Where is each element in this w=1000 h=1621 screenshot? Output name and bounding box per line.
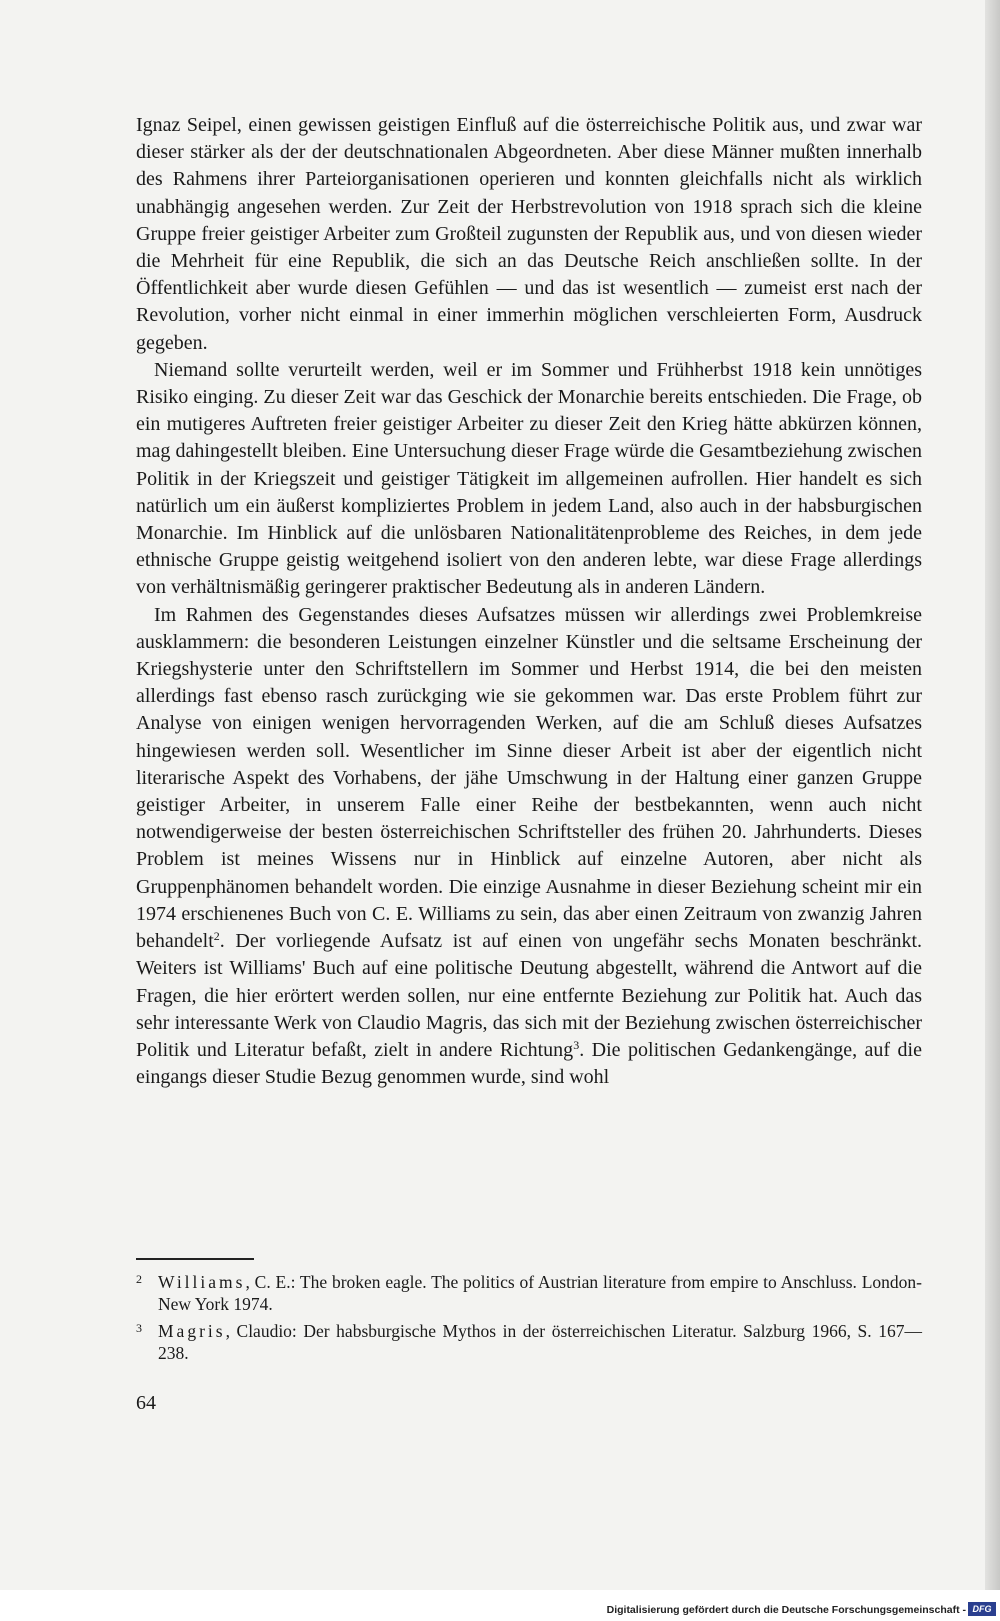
dfg-logo: DFG — [968, 1602, 996, 1616]
footnote — [136, 1317, 922, 1364]
footnote — [136, 1268, 922, 1315]
footnote-separator — [136, 1258, 254, 1260]
footnote-reference: 3 — [573, 1037, 580, 1052]
page-number: 64 — [136, 1392, 156, 1414]
footnotes — [136, 1268, 922, 1366]
paragraph — [136, 602, 922, 1092]
footnote-reference: 2 — [213, 929, 220, 944]
footnote-author: Williams — [158, 1272, 246, 1292]
body-text — [136, 112, 922, 1091]
digitization-credit: Digitalisierung gefördert durch die Deutsche Forschungsgemeinschaft - — [606, 1604, 966, 1616]
paragraph-text: . Der vorliegende Aufsatz ist auf einen von ungefähr sechs Monaten beschränkt. Weiters ist Williams' Buch auf eine politische Deutung abgestellt, während die Antwort auf die Fragen, die hier erörtert werden sollen, nur eine entfernte Beziehung zur Politik hat. Auch das sehr interessante Werk von Claudio Magris, das sich mit der Beziehung zwischen österreichischer Politik und Literatur befaßt, zielt in andere Richtung — [136, 930, 922, 1061]
paragraph: Ignaz Seipel, einen gewissen geistigen Einfluß auf die österreichische Politik aus, und zwar war dieser stärker als der der deutschnationalen Abgeordneten. Aber diese Männer mußten innerhalb des Rahmens ihrer Parteiorganisationen operieren und konnten gleichfalls nicht als wirklich unabhängig angesehen werden. Zur Zeit der Herbstrevolution von 1918 sprach sich die kleine Gruppe freier geistiger Arbeiter zum Großteil zugunsten der Republik aus, und von diesen wieder die Mehrheit für eine Republik, die sich an das Deutsche Reich anschließen sollte. In der Öffentlichkeit aber wurde diesen Gefühlen — und das ist wesentlich — zumeist erst nach der Revolution, vorher nicht einmal in einer immerhin möglichen verschleierten Form, Ausdruck gegeben. — [136, 114, 922, 354]
paragraph: Niemand sollte verurteilt werden, weil er im Sommer und Frühherbst 1918 kein unnötiges Risiko einging. Zu dieser Zeit war das Geschick der Monarchie bereits entschieden. Die Frage, ob ein mutigeres Auftreten freier geistiger Arbeiter zu dieser Zeit den Krieg hätte abkürzen können, mag dahingestellt bleiben. Eine Untersuchung dieser Frage würde die Gesamtbeziehung zwischen Politik in der Kriegszeit und geistiger Tätigkeit im allgemeinen aufrollen. Hier handelt es sich natürlich um ein äußerst kompliziertes Problem in jedem Land, also auch in der habsburgischen Monarchie. Im Hinblick auf die unlösbaren Nationalitätenprobleme des Reiches, in dem jede ethnische Gruppe geistig weitgehend isoliert von den anderen lebte, war diese Frage allerdings von verhältnismäßig geringerer praktischer Bedeutung als in anderen Ländern. — [136, 358, 922, 599]
footnote-author: Magris — [158, 1321, 226, 1341]
paragraph-text: . Die politischen Gedankengänge, auf die eingangs dieser Studie Bezug genommen wurde, sind wohl — [136, 1038, 922, 1089]
footnote-number: 2 — [136, 1272, 142, 1286]
footnote-number: 3 — [136, 1321, 142, 1335]
paragraph-text: Im Rahmen des Gegenstandes dieses Aufsatzes müssen wir allerdings zwei Problemkreise ausklammern: die besonderen Leistungen einzelner Künstler und die seltsame Erscheinung der Kriegshysterie unter den Schriftstellern im Sommer und Herbst 1914, die bei den meisten allerdings fast ebenso rasch zurückging wie sie gekommen war. Das erste Problem führt zur Analyse von einigen wenigen hervorragenden Werken, auf die am Schluß dieses Aufsatzes hingewiesen werden soll. Wesentlicher im Sinne dieser Arbeit ist aber der eigentlich nicht literarische Aspekt des Vorhabens, der jähe Umschwung in der Haltung einer ganzen Gruppe geistiger Arbeiter, in unserem Falle einer Reihe der bestbekannten, wenn auch nicht notwendigerweise der besten österreichischen Schriftsteller des frühen 20. Jahrhunderts. Dieses Problem ist meines Wissens nur in Hinblick auf einzelne Autoren, aber nicht als Gruppenphänomen behandelt worden. Die einzige Ausnahme in dieser Beziehung scheint mir ein 1974 erschienenes Buch von C. E. Williams zu sein, das aber einen Zeitraum von zwanzig Jahren behandelt — [136, 603, 922, 953]
page-edge-shadow — [985, 0, 1000, 1590]
footnote-text: , C. E.: The broken eagle. The politics of Austrian literature from empire to Anschluss. London-New York 1974. — [158, 1272, 922, 1314]
footnote-text: , Claudio: Der habsburgische Mythos in der österreichischen Literatur. Salzburg 1966, S. 167—238. — [158, 1321, 922, 1363]
